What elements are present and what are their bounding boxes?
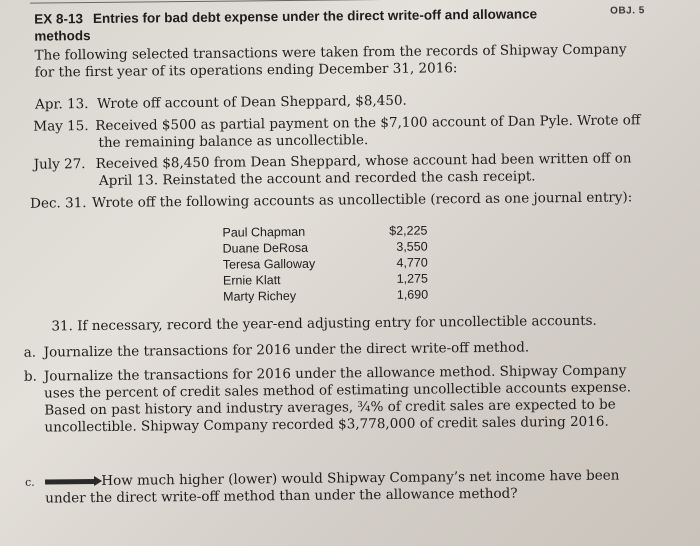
account-amount: 3,550 [396,239,428,254]
exercise-number: EX 8-13 [34,11,84,27]
transaction-apr-13 [35,90,645,113]
account-name: Teresa Galloway [222,256,316,272]
transaction-date: Dec. 31. [30,195,87,212]
part-text-wrap [25,467,645,507]
part-letter: b. [23,368,37,385]
account-amount: 1,275 [396,271,429,286]
part-text: Journalize the transactions for 2016 under the allowance method. Shipway Company uses the percent of credit sales method of estimating uncollectible accounts expense. Based on past history and industry averages, ¾% of credit sales are expected to be uncollectible. Shipway Company recorded $3,778,000 of credit sales during 2016. [43,362,632,436]
exercise-title [34,5,574,45]
part-b [24,362,645,436]
account-amount: 1,690 [396,287,429,302]
transaction-text-cont: April 13. Reinstated the account and recorded the cash receipt. [98,168,536,189]
table-row [223,287,428,305]
transaction-text: Received $8,450 from Dean Sheppard, whose account had been written off on [95,150,632,173]
account-name: Marty Richey [223,288,297,304]
part-letter: c. [24,475,35,489]
top-rule [30,0,700,4]
transaction-date: Apr. 13. [35,96,89,113]
account-amount: 4,770 [396,255,428,270]
transaction-date: May 15. [33,118,89,135]
transaction-text: Received $500 as partial payment on the $7,100 account of Dan Pyle. Wrote off [95,112,641,135]
account-name: Duane DeRosa [222,240,309,256]
part-text: Journalize the transactions for 2016 under the direct write-off method. [43,339,530,361]
account-amount: $2,225 [389,223,428,238]
transaction-date: July 27. [33,156,86,173]
part-a [24,338,644,361]
uncollectible-accounts-table [222,223,428,305]
part-letter: a. [23,344,37,361]
transaction-text: Wrote off the following accounts as uncollectible (record as one journal entry): [92,189,633,212]
transaction-july-27 [34,150,644,190]
intro-paragraph: The following selected transactions were taken from the records of Shipway Company for the first year of its operations ending December 31, 2016: [34,41,627,81]
part-text: How much higher (lower) would Shipway Company’s net income have been under the direct write-off method than under the allowance method? [45,467,620,507]
exercise-title-text: Entries for bad debt expense under the direct write-off and allowance methods [34,6,538,44]
arrow-marker-icon [45,479,95,485]
year-end-adjusting-entry: 31. If necessary, record the year-end adjusting entry for uncollectible accounts. [51,312,597,335]
objective-label: OBJ. 5 [610,5,645,17]
part-c [25,467,645,507]
account-name: Paul Chapman [222,224,306,240]
transaction-may-15 [33,112,643,152]
account-name: Ernie Klatt [222,273,281,288]
transaction-text-cont: the remaining balance as uncollectible. [98,132,369,151]
transaction-text: Wrote off account of Dean Sheppard, $8,450. [97,92,407,112]
transaction-dec-31 [30,189,640,212]
